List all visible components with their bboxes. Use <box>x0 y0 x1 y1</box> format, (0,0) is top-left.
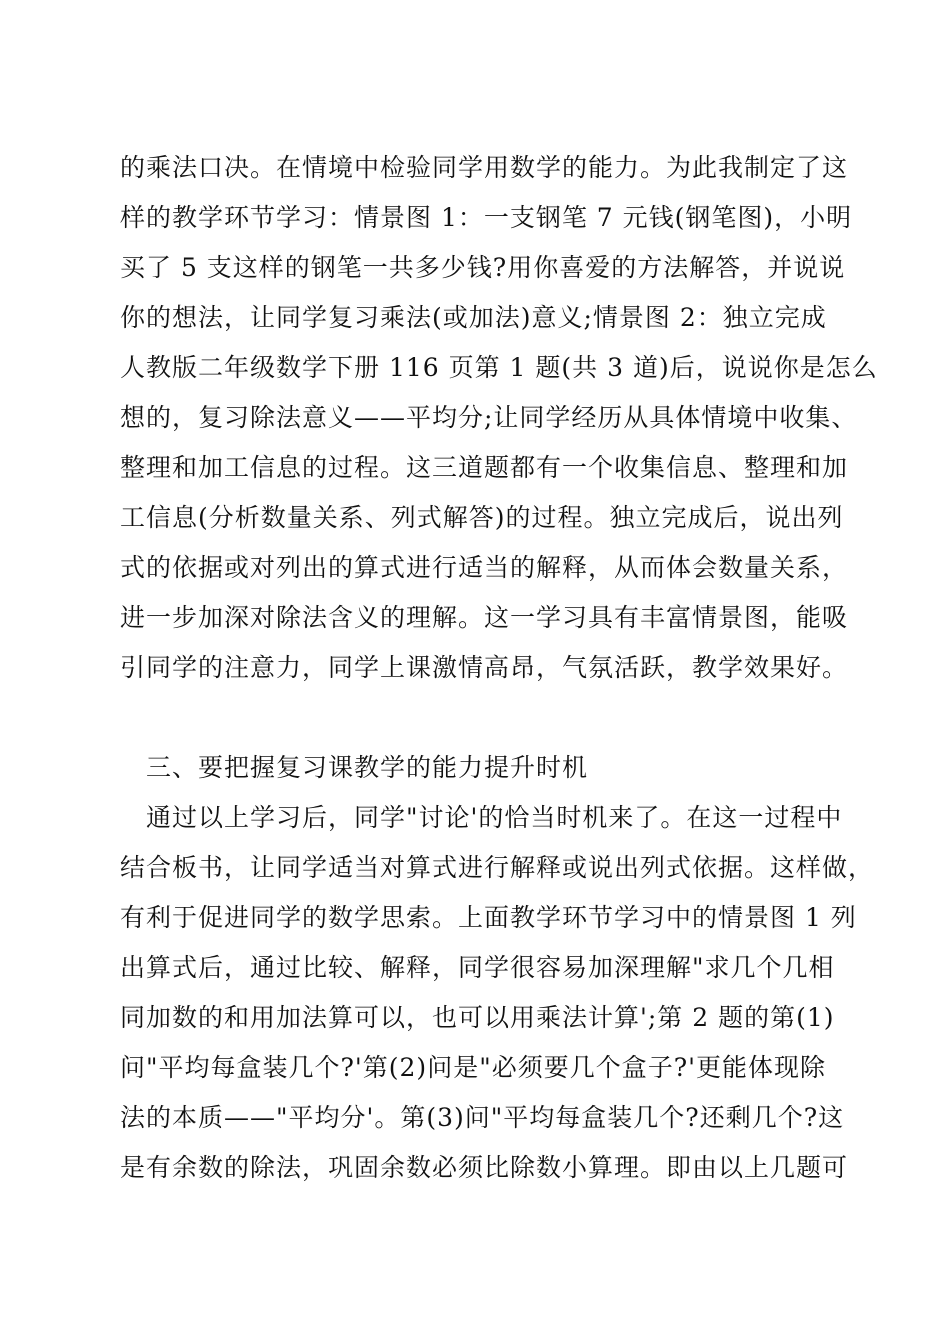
text-line: 问"平均每盒装几个?'第(2)问是"必须要几个盒子?'更能体现除 <box>120 1053 826 1082</box>
text-line: 想的，复习除法意义——平均分;让同学经历从具体情境中收集、 <box>120 403 858 432</box>
text-line: 工信息(分析数量关系、列式解答)的过程。独立完成后，说出列 <box>120 503 844 532</box>
text-line: 买了 5 支这样的钢笔一共多少钱?用你喜爱的方法解答，并说说 <box>120 253 846 282</box>
text-line: 同加数的和用加法算可以，也可以用乘法计算';第 2 题的第(1) <box>120 1003 835 1032</box>
text-line: 进一步加深对除法含义的理解。这一学习具有丰富情景图，能吸 <box>120 603 849 632</box>
text-line: 你的想法，让同学复习乘法(或加法)意义;情景图 2：独立完成 <box>120 303 827 332</box>
text-line: 引同学的注意力，同学上课激情高昂，气氛活跃，教学效果好。 <box>120 653 849 682</box>
text-line: 有利于促进同学的数学思索。上面教学环节学习中的情景图 1 列 <box>120 903 857 932</box>
text-line: 法的本质——"平均分'。第(3)问"平均每盒装几个?还剩几个?这 <box>120 1103 845 1132</box>
text-line: 通过以上学习后，同学"讨论'的恰当时机来了。在这一过程中 <box>146 803 843 832</box>
section-heading: 三、要把握复习课教学的能力提升时机 <box>146 753 589 782</box>
text-line: 整理和加工信息的过程。这三道题都有一个收集信息、整理和加 <box>120 453 849 482</box>
text-line: 出算式后，通过比较、解释，同学很容易加深理解"求几个几相 <box>120 953 835 982</box>
text-line: 样的教学环节学习：情景图 1：一支钢笔 7 元钱(钢笔图)，小明 <box>120 203 853 232</box>
text-line: 式的依据或对列出的算式进行适当的解释，从而体会数量关系， <box>120 553 849 582</box>
text-line: 结合板书，让同学适当对算式进行解释或说出列式依据。这样做， <box>120 853 875 882</box>
text-line: 的乘法口决。在情境中检验同学用数学的能力。为此我制定了这 <box>120 153 849 182</box>
text-line: 是有余数的除法，巩固余数必须比除数小算理。即由以上几题可 <box>120 1153 849 1182</box>
text-line: 人教版二年级数学下册 116 页第 1 题(共 3 道)后，说说你是怎么 <box>120 353 878 382</box>
